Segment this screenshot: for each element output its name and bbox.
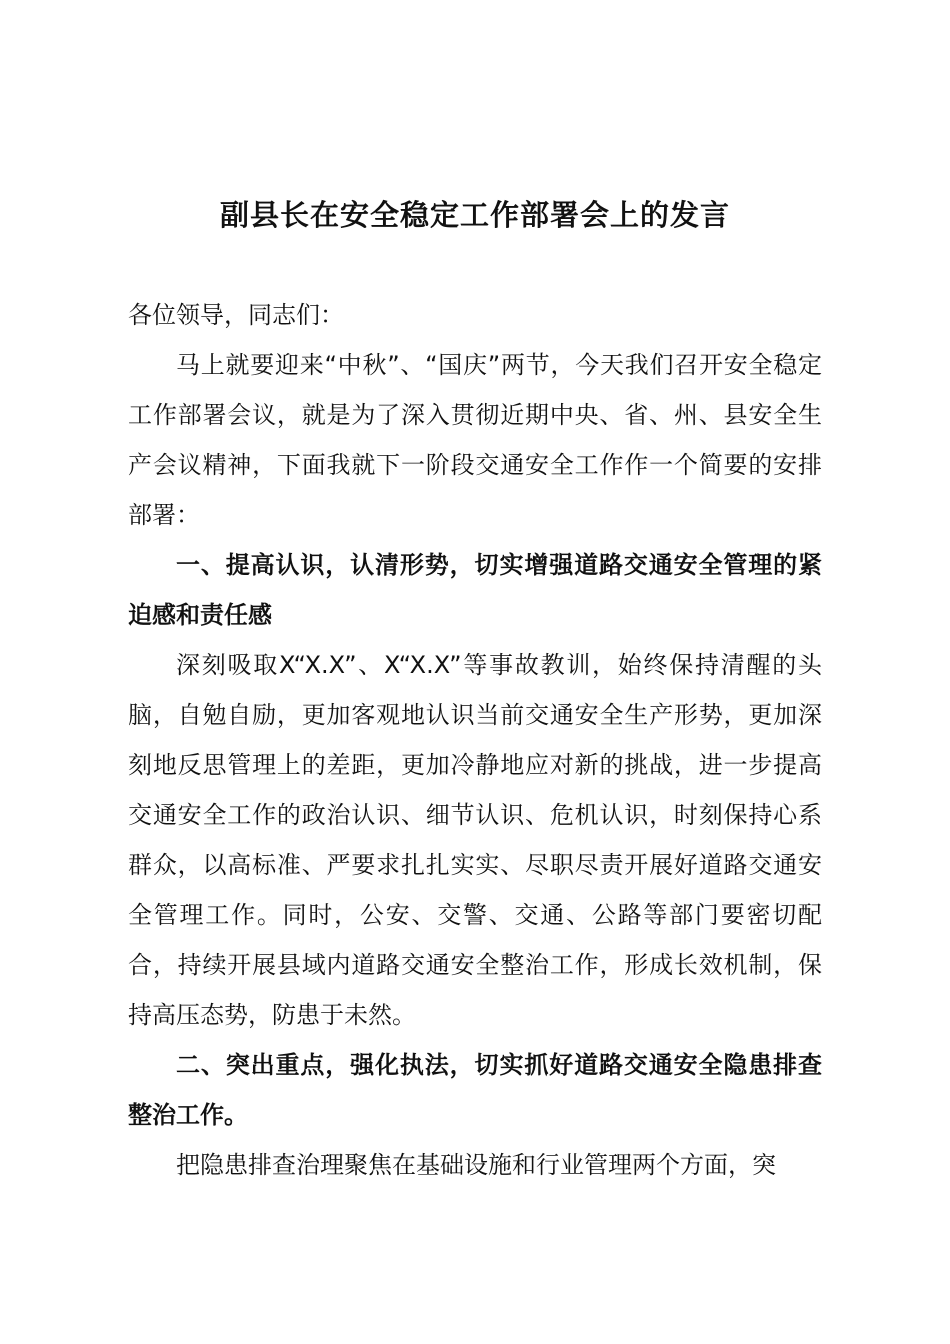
intro-paragraph: 马上就要迎来“中秋”、“国庆”两节，今天我们召开安全稳定工作部署会议，就是为了深入贯彻近期中央、省、州、县安全生产会议精神，下面我就下一阶段交通安全工作作一个简要的安排部署： (128, 351, 822, 529)
document-title: 副县长在安全稳定工作部署会上的发言 (219, 198, 730, 232)
document-body (128, 290, 822, 1190)
section-heading-1: 一、提高认识，认清形势，切实增强道路交通安全管理的紧迫感和责任感 (128, 551, 822, 629)
section-body-1: 深刻吸取X“X.X”、X“X.X”等事故教训，始终保持清醒的头脑，自勉自励，更加客观地认识当前交通安全生产形势，更加深刻地反思管理上的差距，更加冷静地应对新的挑战，进一步提高交通安全工作的政治认识、细节认识、危机认识，时刻保持心系群众，以高标准、严要求扎扎实实、尽职尽责开展好道路交通安全管理工作。同时，公安、交警、交通、公路等部门要密切配合，持续开展县域内道路交通安全整治工作，形成长效机制，保持高压态势，防患于未然。 (128, 651, 822, 1029)
section-heading-2: 二、突出重点，强化执法，切实抓好道路交通安全隐患排查整治工作。 (128, 1051, 822, 1129)
section-body-2: 把隐患排查治理聚焦在基础设施和行业管理两个方面，突 (176, 1151, 776, 1179)
salutation: 各位领导，同志们： (128, 301, 344, 329)
